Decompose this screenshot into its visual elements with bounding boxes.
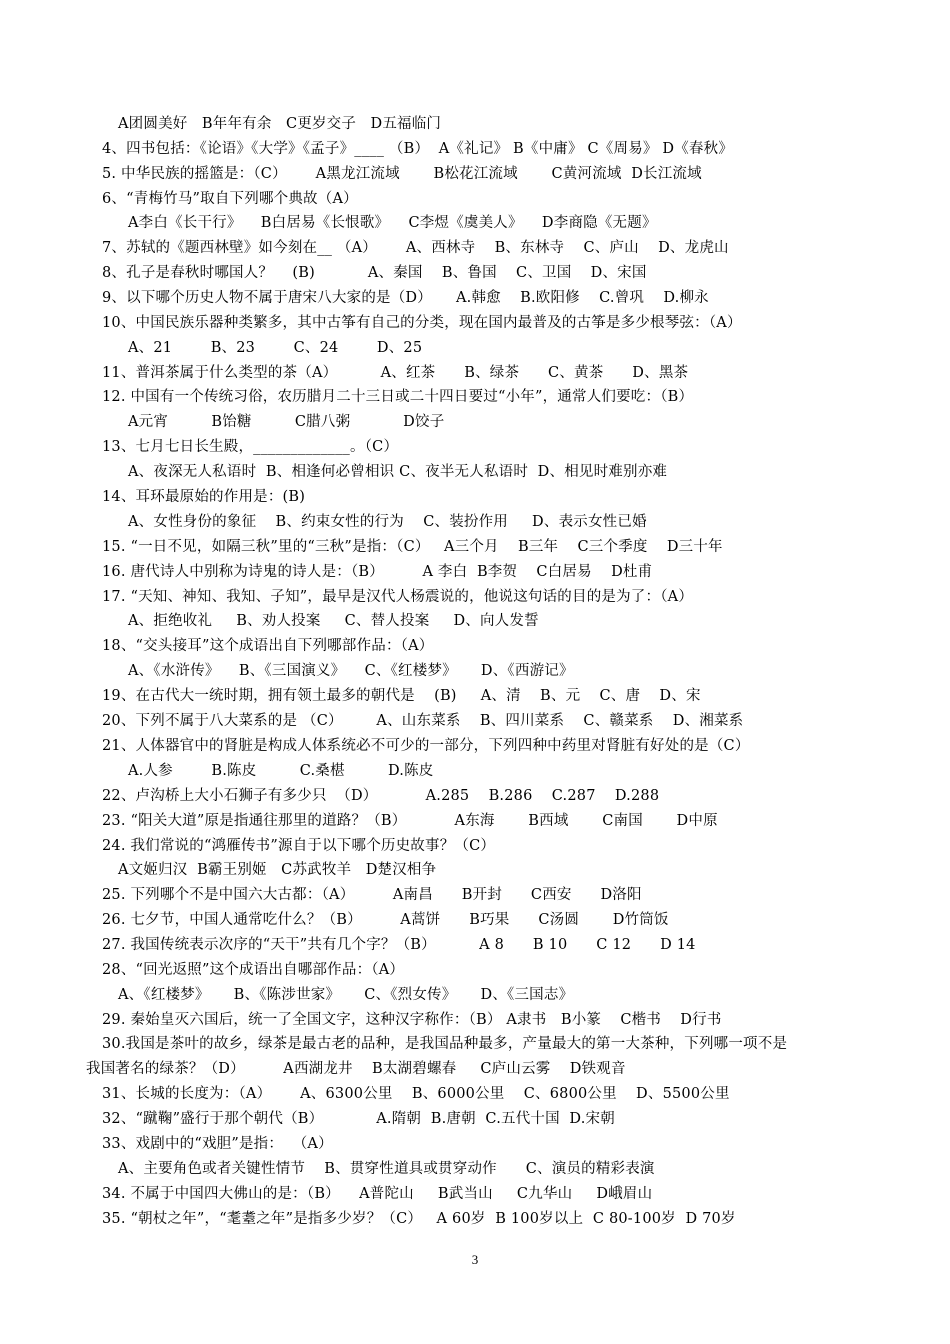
question-28: 28、“回光返照”这个成语出自哪部作品：（A）	[102, 962, 405, 978]
question-15: 15. “一日不见，如隔三秋”里的“三秋”是指：（C） A三个月 B三年 C三个季度 D三十年	[102, 539, 723, 555]
question-13: 13、七月七日长生殿，_____________。（C）	[102, 439, 399, 455]
question-10: 10、中国民族乐器种类繁多，其中古筝有自己的分类，现在国内最普及的古筝是多少根琴弦：（A）	[102, 315, 742, 331]
question-6: 6、“青梅竹马”取自下列哪个典故（A）	[102, 191, 358, 207]
question-25: 25. 下列哪个不是中国六大古都：（A） A南昌 B开封 C西安 D洛阳	[102, 887, 642, 903]
question-16: 16. 唐代诗人中别称为诗鬼的诗人是：（B） A 李白 B李贺 C白居易 D杜甫	[102, 564, 653, 580]
page-number: 3	[471, 1252, 479, 1267]
question-31: 31、长城的长度为：（A） A、6300公里 B、6000公里 C、6800公里 D、5500公里	[102, 1086, 730, 1102]
answer-options: A、拒绝收礼 B、劝人投案 C、替人投案 D、向人发誓	[128, 613, 539, 629]
question-35: 35. “朝杖之年”，“耄耋之年”是指多少岁？（C） A 60岁 B 100岁以上 C 80-100岁 D 70岁	[102, 1211, 736, 1227]
question-11: 11、普洱茶属于什么类型的茶（A） A、红茶 B、绿茶 C、黄茶 D、黑茶	[102, 365, 689, 381]
answer-options: A元宵 B饴糖 C腊八粥 D饺子	[128, 414, 445, 430]
answer-options: A李白《长干行》 B白居易《长恨歌》 C李煜《虞美人》 D李商隐《无题》	[128, 215, 657, 231]
question-24: 24. 我们常说的“鸿雁传书”源自于以下哪个历史故事？（C）	[102, 838, 496, 854]
question-17: 17. “天知、神知、我知、子知”，最早是汉代人杨震说的，他说这句话的目的是为了：（A）	[102, 589, 694, 605]
question-18: 18、“交头接耳”这个成语出自下列哪部作品：（A）	[102, 638, 434, 654]
question-29: 29. 秦始皇灭六国后，统一了全国文字，这种汉字称作：（B） A隶书 B小篆 C楷书 D行书	[102, 1012, 722, 1028]
question-20: 20、下列不属于八大菜系的是 （C） A、山东菜系 B、四川菜系 C、赣菜系 D、湘菜系	[102, 713, 744, 729]
question-30: 30.我国是茶叶的故乡，绿茶是最古老的品种，是我国品种最多，产量最大的第一大茶种，下列哪一项不是	[102, 1036, 788, 1052]
question-27: 27. 我国传统表示次序的“天干”共有几个字？（B） A 8 B 10 C 12 D 14	[102, 937, 696, 953]
question-33: 33、戏剧中的“戏胆”是指： （A）	[102, 1136, 333, 1152]
question-12: 12. 中国有一个传统习俗，农历腊月二十三日或二十四日要过“小年”，通常人们要吃：（B）	[102, 389, 694, 405]
answer-options: A、《红楼梦》 B、《陈涉世家》 C、《烈女传》 D、《三国志》	[118, 987, 574, 1003]
question-34: 34. 不属于中国四大佛山的是：（B） A普陀山 B武当山 C九华山 D峨眉山	[102, 1186, 653, 1202]
text-line: A团圆美好 B年年有余 C更岁交子 D五福临门	[118, 116, 442, 132]
answer-options: A、21 B、23 C、24 D、25	[128, 340, 423, 356]
answer-options: A、主要角色或者关键性情节 B、贯穿性道具或贯穿动作 C、演员的精彩表演	[118, 1161, 655, 1177]
question-23: 23. “阳关大道”原是指通往那里的道路？（B） A东海 B西域 C南国 D中原	[102, 813, 718, 829]
question-5: 5. 中华民族的摇篮是：（C） A黑龙江流域 B松花江流域 C黄河流域 D长江流域	[102, 166, 702, 182]
question-8: 8、孔子是春秋时哪国人？ (B) A、秦国 B、鲁国 C、卫国 D、宋国	[102, 265, 647, 281]
question-22: 22、卢沟桥上大小石狮子有多少只 （D） A.285 B.286 C.287 D.288	[102, 788, 660, 804]
question-14: 14、耳环最原始的作用是：(B)	[102, 489, 306, 505]
question-21: 21、人体器官中的肾脏是构成人体系统必不可少的一部分，下列四种中药里对肾脏有好处的是（C）	[102, 738, 750, 754]
question-26: 26. 七夕节，中国人通常吃什么？（B） A蒿饼 B巧果 C汤圆 D竹筒饭	[102, 912, 669, 928]
answer-options: A文姬归汉 B霸王别姬 C苏武牧羊 D楚汉相争	[118, 862, 437, 878]
question-4: 4、四书包括：《论语》《大学》《孟子》____ （B） A《礼记》 B《中庸》 C《周易》 D《春秋》	[102, 141, 734, 157]
answer-options: A、女性身份的象征 B、约束女性的行为 C、装扮作用 D、表示女性已婚	[128, 514, 647, 530]
question-9: 9、以下哪个历史人物不属于唐宋八大家的是（D） A.韩愈 B.欧阳修 C.曾巩 D.柳永	[102, 290, 709, 306]
answer-options: A.人参 B.陈皮 C.桑椹 D.陈皮	[128, 763, 434, 779]
answer-options: A、《水浒传》 B、《三国演义》 C、《红楼梦》 D、《西游记》	[128, 663, 574, 679]
question-32: 32、“蹴鞠”盛行于那个朝代（B） A.隋朝 B.唐朝 C.五代十国 D.宋朝	[102, 1111, 615, 1127]
question-19: 19、在古代大一统时期，拥有领土最多的朝代是 (B) A、清 B、元 C、唐 D、宋	[102, 688, 701, 704]
question-30-continued: 我国著名的绿茶？（D） A西湖龙井 B太湖碧螺春 C庐山云雾 D铁观音	[86, 1061, 626, 1077]
question-7: 7、苏轼的《题西林壁》如今刻在__ （A） A、西林寺 B、东林寺 C、庐山 D、龙虎山	[102, 240, 729, 256]
answer-options: A、夜深无人私语时 B、相逢何必曾相识 C、夜半无人私语时 D、相见时难别亦难	[128, 464, 668, 480]
